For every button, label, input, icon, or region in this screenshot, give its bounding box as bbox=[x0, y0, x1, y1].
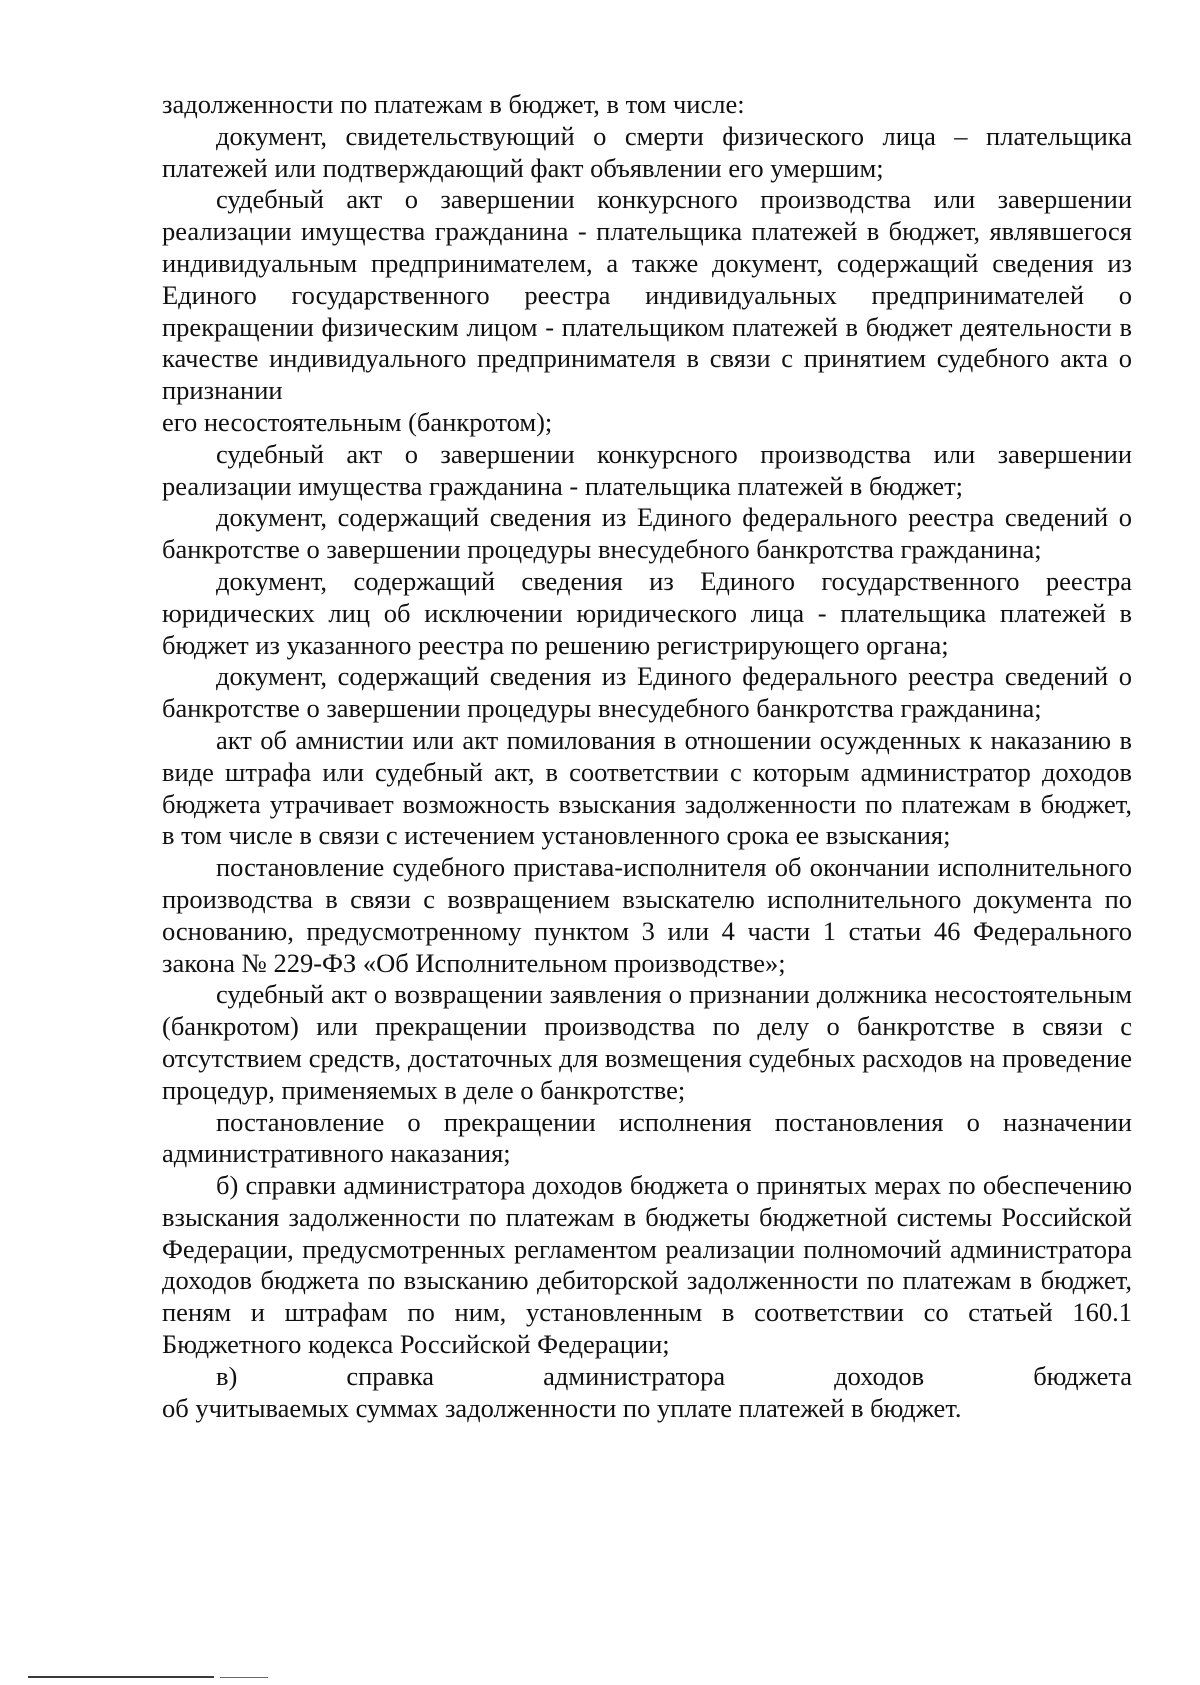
paragraph-bankruptcy-entrepreneur-end: его несостоятельным (банкротом); bbox=[162, 406, 553, 437]
paragraph-federal-register-2: документ, содержащий сведения из Единого федерального реестра сведений о банкротстве о завершении процедуры внесудебного банкротства гражданина; bbox=[162, 661, 1132, 724]
paragraph-bankruptcy-entrepreneur: судебный акт о завершении конкурсного производства или завершении реализации имущества гражданина - плательщика платежей в бюджет, являвшегося индивидуальным предпринимателем, а также документ, содержащий сведения из Единого государственного реестра индивидуальных предпринимателей о прекращении физическим лицом - плательщиком платежей в бюджет деятельности в качестве индивидуального предпринимателя в связи с принятием судебного акта о признании bbox=[162, 184, 1132, 406]
paragraph-termination-resolution: постановление о прекращении исполнения постановления о назначении административного наказания; bbox=[162, 1106, 1132, 1169]
paragraph-continuation: задолженности по платежам в бюджет, в том числе: bbox=[162, 89, 745, 119]
document-body bbox=[162, 89, 1132, 1424]
paragraph-bailiff-resolution: постановление судебного пристава-исполнителя об окончании исполнительного производства в связи с возвращением взыскателю исполнительного документа по основанию, предусмотренному пунктом 3 или 4 части 1 статьи 46 Федерального закона № 229-ФЗ «Об Исполнительном производстве»; bbox=[162, 852, 1132, 978]
paragraph-item-v: в) справка администратора доходов бюджета bbox=[216, 1360, 1132, 1391]
paragraph-legal-entity-exclusion: документ, содержащий сведения из Единого государственного реестра юридических лиц об исключении юридического лица - плательщика платежей в бюджет из указанного реестра по решению регистрирующего органа; bbox=[162, 565, 1132, 660]
paragraph-amnesty: акт об амнистии или акт помилования в отношении осужденных к наказанию в виде штрафа или судебный акт, в соответствии с которым администратор доходов бюджета утрачивает возможность взыскания задолженности по платежам в бюджет, в том числе в связи с истечением установленного срока ее взыскания; bbox=[162, 724, 1132, 851]
paragraph-item-b: б) справки администратора доходов бюджета о принятых мерах по обеспечению взыскания задолженности по платежам в бюджеты бюджетной системы Российской Федерации, предусмотренных регламентом реализации полномочий администратора доходов бюджета по взысканию дебиторской задолженности по платежам в бюджет, пеням и штрафам по ним, установленным в соответствии со статьей 160.1 Бюджетного кодекса Российской Федерации; bbox=[162, 1170, 1132, 1360]
paragraph-death-document: документ, свидетельствующий о смерти физического лица – плательщика платежей или подтверждающий факт объявлении его умершим; bbox=[162, 120, 1132, 183]
paragraph-return-application: судебный акт о возвращении заявления о признании должника несостоятельным (банкротом) или прекращении производства по делу о банкротстве в связи с отсутствием средств, достаточных для возмещения судебных расходов на проведение процедур, применяемых в деле о банкротстве; bbox=[162, 979, 1132, 1105]
scan-edge-line-fragment bbox=[220, 1677, 268, 1678]
paragraph-federal-register-1: документ, содержащий сведения из Единого федерального реестра сведений о банкротстве о завершении процедуры внесудебного банкротства гражданина; bbox=[162, 502, 1132, 565]
paragraph-item-v-end: об учитываемых суммах задолженности по уплате платежей в бюджет. bbox=[162, 1392, 962, 1423]
scan-edge-line bbox=[28, 1676, 214, 1678]
paragraph-bankruptcy-citizen: судебный акт о завершении конкурсного производства или завершении реализации имущества гражданина - плательщика платежей в бюджет; bbox=[162, 438, 1132, 501]
